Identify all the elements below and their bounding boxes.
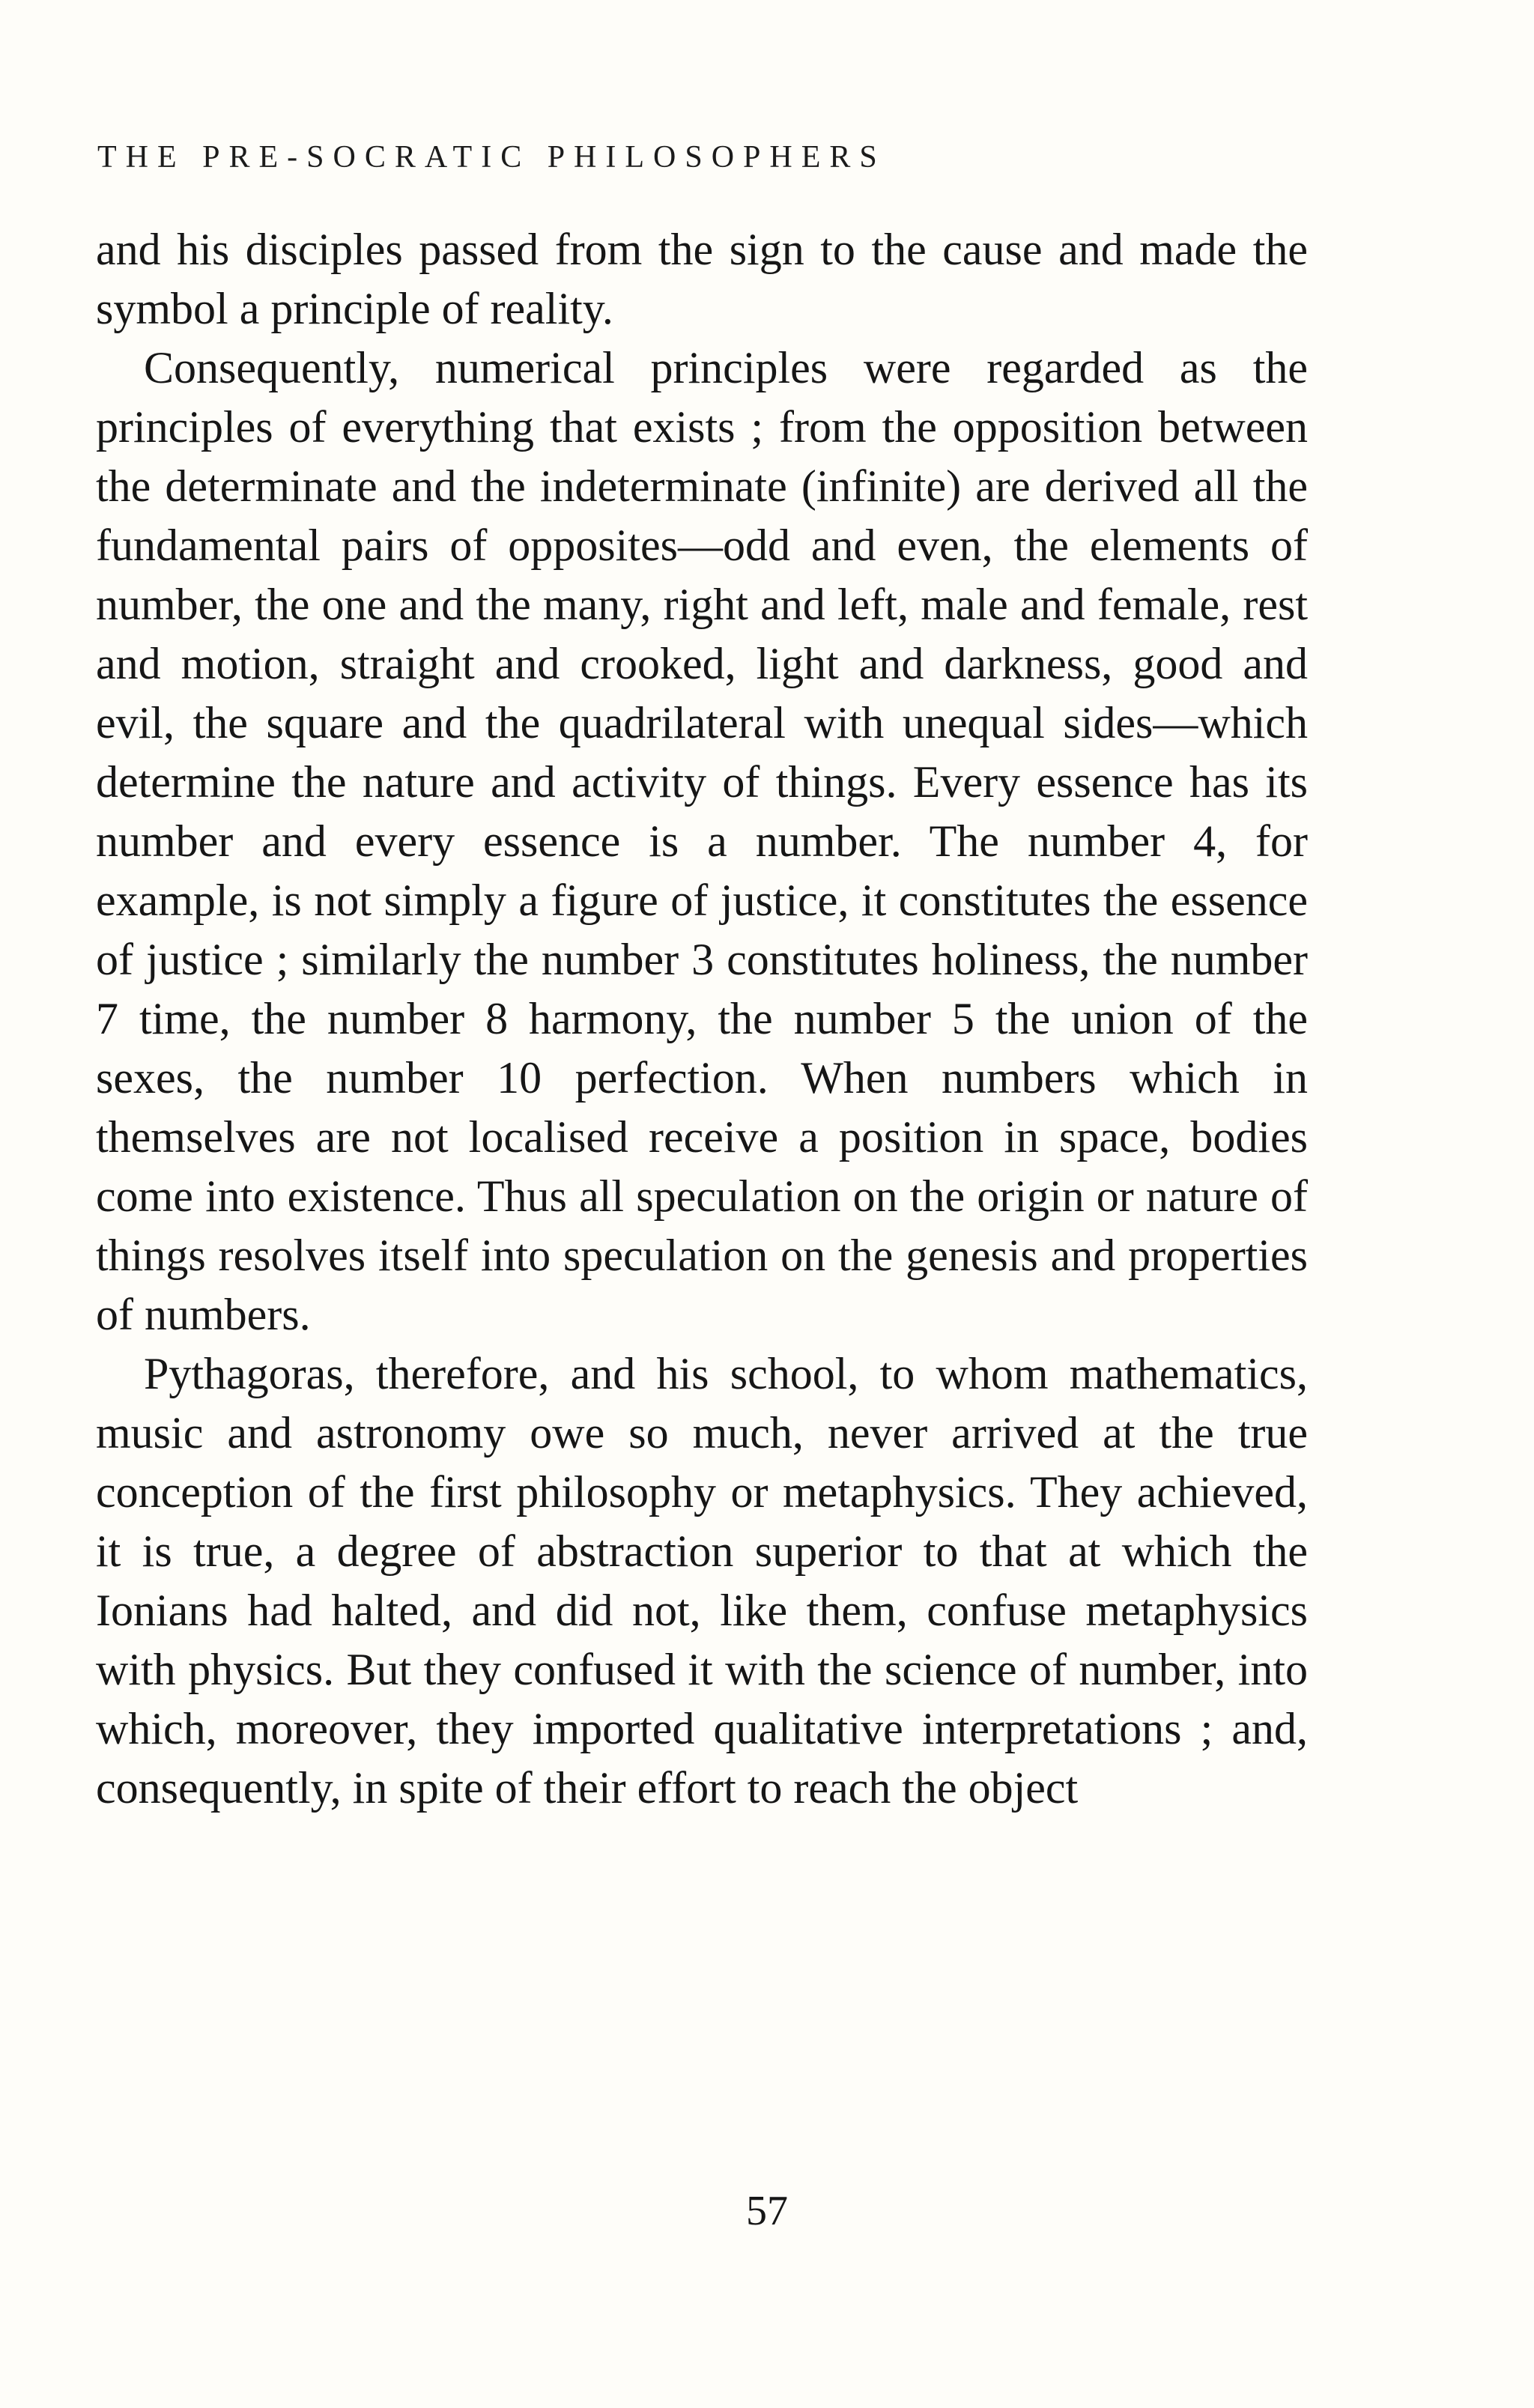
body-text xyxy=(96,220,1308,1818)
running-head: THE PRE-SOCRATIC PHILOSOPHERS xyxy=(97,140,886,175)
paragraph-numerical-principles: Consequently, numerical principles were regarded as the principles of everything that exists ; from the opposition between the determinate and the indeterminate (infinite) are derived all the fundamental pairs of opposites—odd and even, the elements of number, the one and the many, right and left, male and female, rest and motion, straight and crooked, light and darkness, good and evil, the square and the quadrilateral with unequal sides—which determine the nature and activity of things. Every essence has its number and every essence is a number. The number 4, for example, is not simply a figure of justice, it constitutes the essence of justice ; similarly the number 3 constitutes holiness, the number 7 time, the number 8 harmony, the number 5 the union of the sexes, the number 10 perfection. When numbers which in themselves are not localised receive a position in space, bodies come into existence. Thus all speculation on the origin or nature of things resolves itself into speculation on the genesis and properties of numbers. xyxy=(96,343,1308,1339)
paragraph-continuation: and his disciples passed from the sign to the cause and made the symbol a principle of reality. xyxy=(96,225,1308,333)
paragraph-pythagoras: Pythagoras, therefore, and his school, to whom mathematics, music and astronomy owe so much, never arrived at the true conception of the first philosophy or metaphysics. They achieved, it is true, a degree of abstraction superior to that at which the Ionians had halted, and did not, like them, confuse metaphysics with physics. But they confused it with the science of number, into which, moreover, they imported qualitative interpretations ; and, consequently, in spite of their effort to reach the object xyxy=(96,1349,1308,1813)
page-number: 57 xyxy=(746,2188,788,2234)
